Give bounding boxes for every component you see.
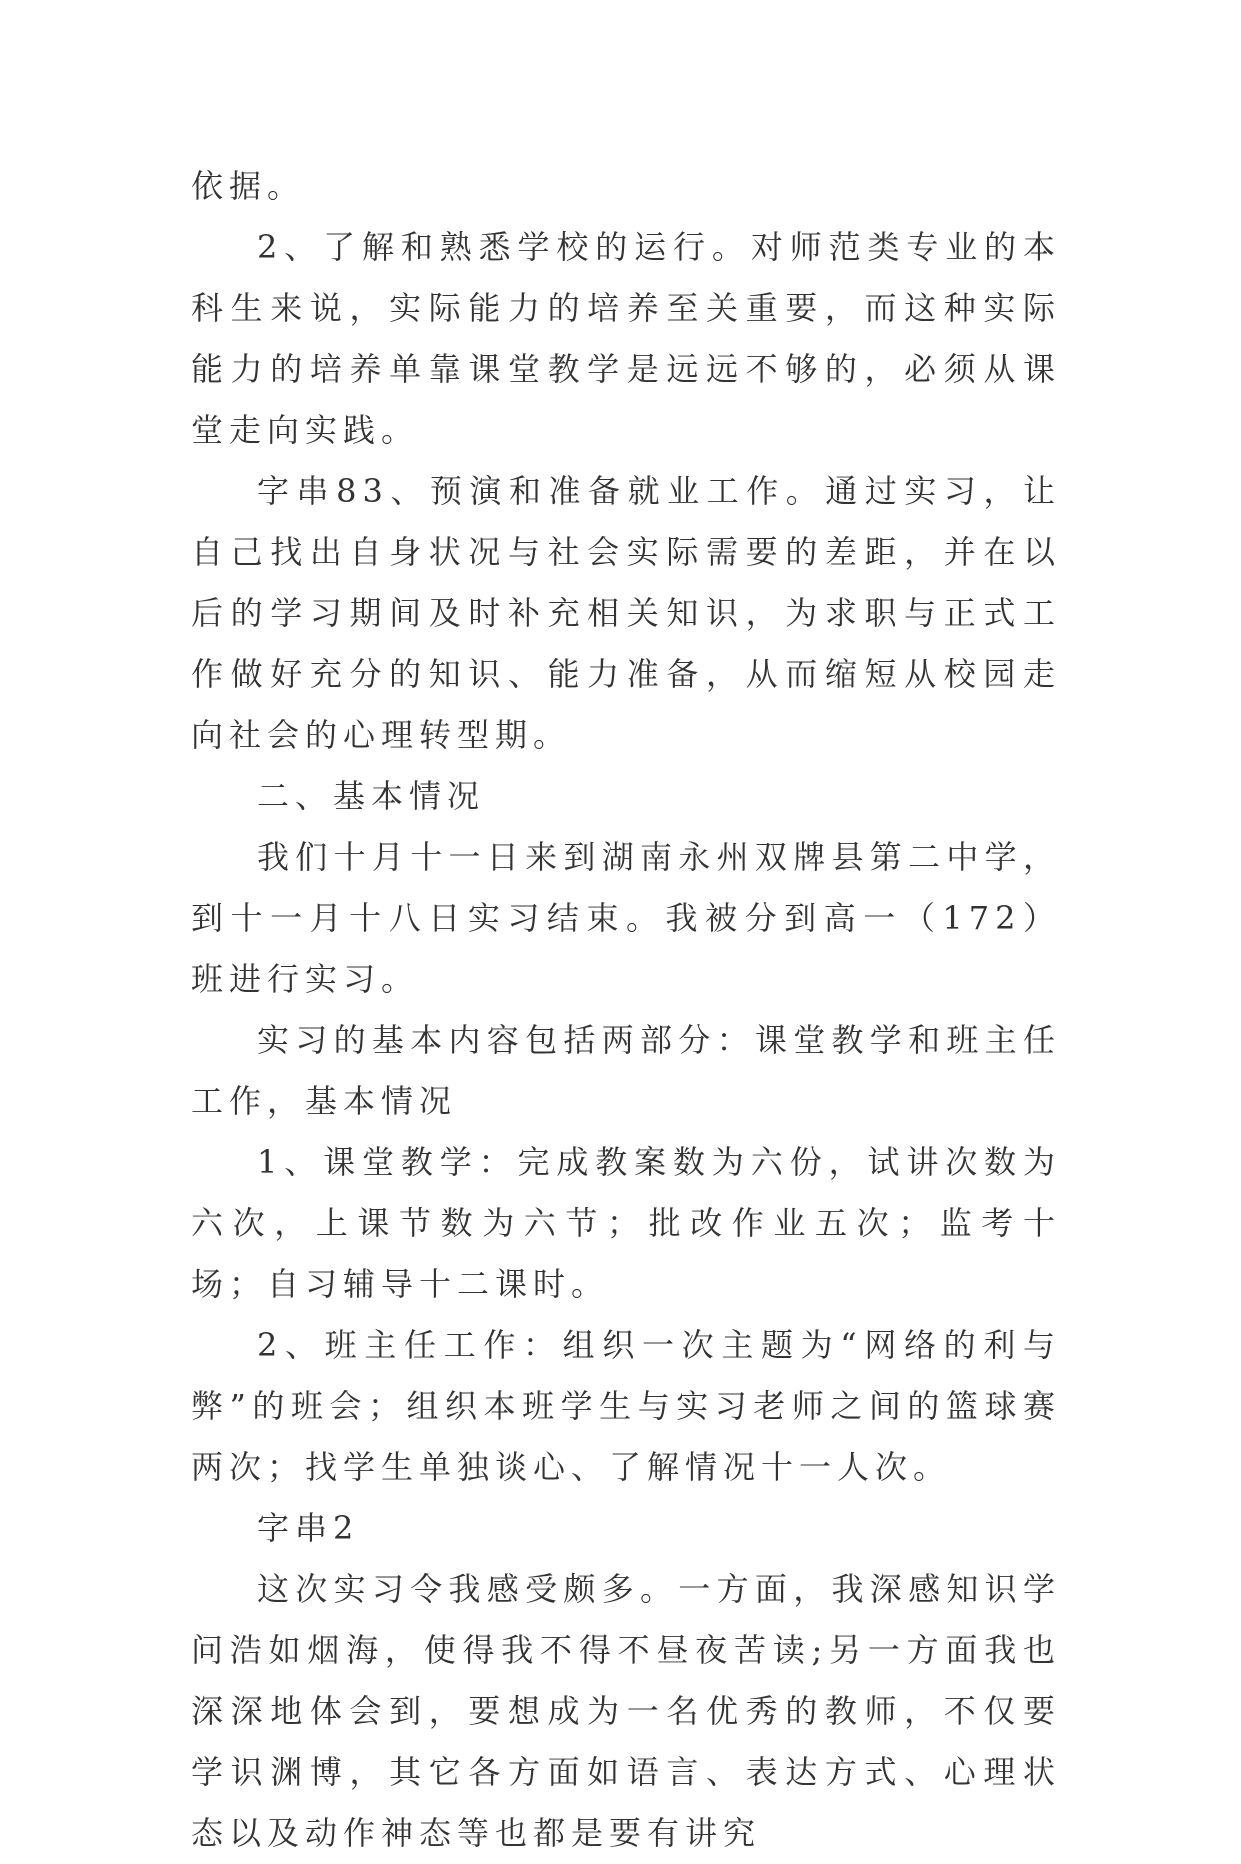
paragraph-string-marker: 字串2	[257, 1509, 360, 1547]
paragraph-arrival: 我们十月十一日来到湖南永州双牌县第二中学，到十一月十八日实习结束。我被分到高一（172）班进行实习。	[191, 838, 1061, 998]
document-body	[191, 156, 1061, 1864]
paragraph-item-3-employment-prep: 字串83、预演和准备就业工作。通过实习，让自己找出自身状况与社会实际需要的差距，并在以后的学习期间及时补充相关知识，为求职与正式工作做好充分的知识、能力准备，从而缩短从校园走向社会的心理转型期。	[191, 472, 1061, 754]
paragraph-continuation: 依据。	[191, 167, 306, 205]
paragraph-reflection: 这次实习令我感受颇多。一方面，我深感知识学问浩如烟海，使得我不得不昼夜苦读;另一方面我也深深地体会到，要想成为一名优秀的教师，不仅要学识渊博，其它各方面如语言、表达方式、心理状态以及动作神态等也都是要有讲究	[191, 1570, 1061, 1852]
paragraph-head-teacher-work: 2、班主任工作：组织一次主题为“网络的利与弊”的班会；组织本班学生与实习老师之间的篮球赛两次；找学生单独谈心、了解情况十一人次。	[191, 1326, 1061, 1486]
section-heading-basic-info: 二、基本情况	[257, 777, 486, 815]
paragraph-classroom-teaching: 1、课堂教学：完成教案数为六份，试讲次数为六次，上课节数为六节；批改作业五次；监考十场；自习辅导十二课时。	[191, 1143, 1061, 1303]
paragraph-content-overview: 实习的基本内容包括两部分：课堂教学和班主任工作，基本情况	[191, 1021, 1061, 1120]
paragraph-item-2-school-operation: 2、了解和熟悉学校的运行。对师范类专业的本科生来说，实际能力的培养至关重要，而这种实际能力的培养单靠课堂教学是远远不够的，必须从课堂走向实践。	[191, 228, 1061, 449]
